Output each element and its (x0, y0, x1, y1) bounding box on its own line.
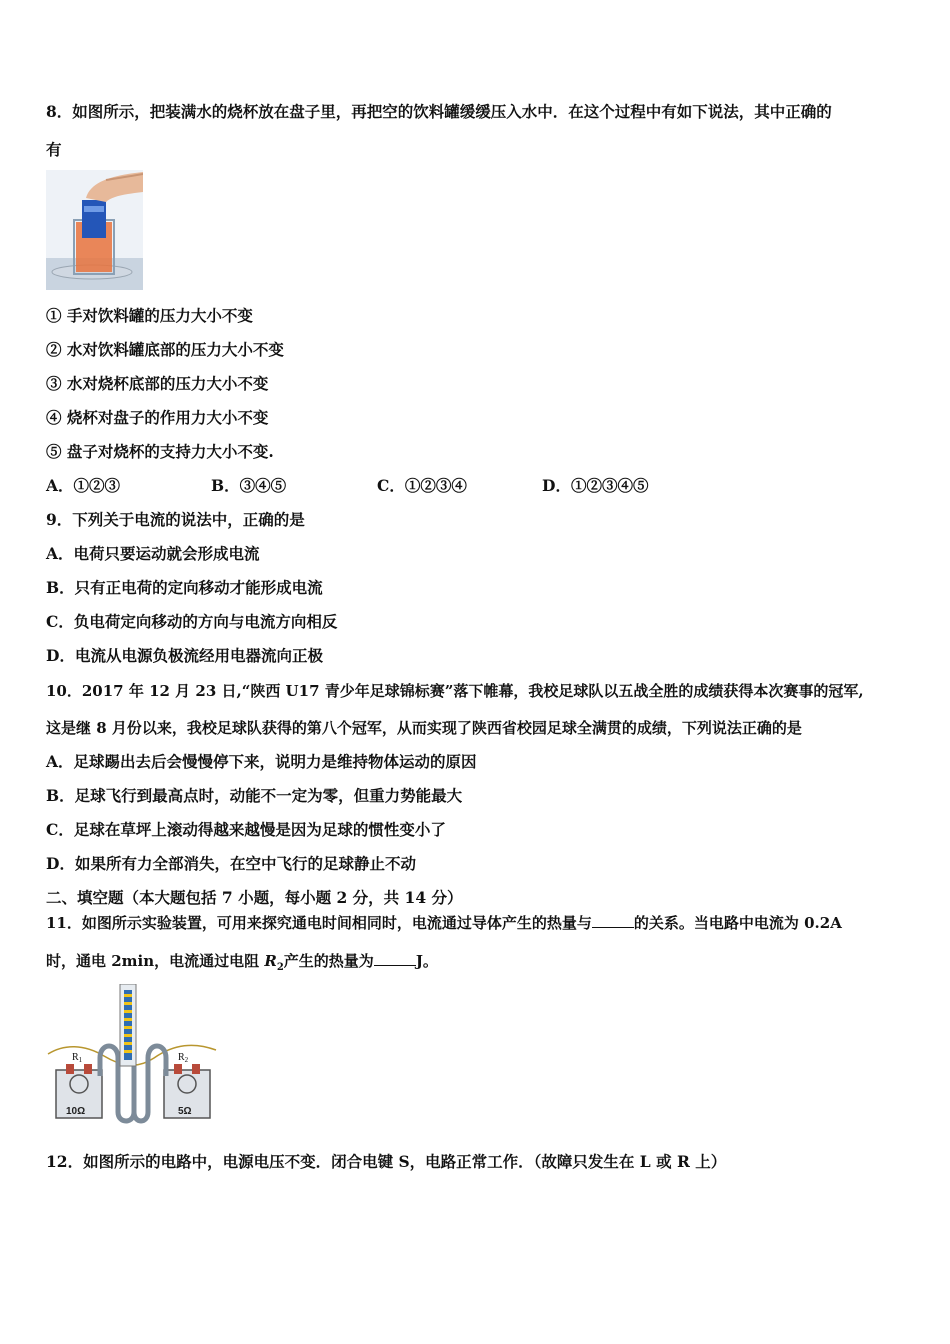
q11-blank-2[interactable] (374, 951, 416, 966)
q9-stem: 9．下列关于电流的说法中，正确的是 (46, 510, 305, 529)
q11-r-subscript: 2 (276, 962, 284, 973)
q9-option-b: B．只有正电荷的定向移动才能形成电流 (46, 578, 323, 597)
q8-statement-3: ③ 水对烧杯底部的压力大小不变 (46, 374, 269, 393)
q11-line2-text-b: 产生的热量为 (283, 952, 374, 970)
q10-option-a: A．足球踢出去后会慢慢停下来，说明力是维持物体运动的原因 (46, 752, 477, 771)
q11-line1 (46, 913, 842, 933)
section-2-heading: 二、填空题（本大题包括 7 小题，每小题 2 分，共 14 分） (46, 888, 463, 907)
q10-option-c: C．足球在草坪上滚动得越来越慢是因为足球的惯性变小了 (46, 820, 446, 839)
beaker-can-illustration (46, 170, 143, 290)
q11-line2 (46, 951, 438, 978)
q8-option-a: A．①②③ (46, 476, 121, 495)
q8-stem-line2: 有 (46, 140, 62, 159)
q10-option-b: B．足球飞行到最高点时，动能不一定为零，但重力势能最大 (46, 786, 463, 805)
q8-option-b: B．③④⑤ (211, 476, 287, 495)
q9-option-c: C．负电荷定向移动的方向与电流方向相反 (46, 612, 338, 631)
q9-option-a: A．电荷只要运动就会形成电流 (46, 544, 260, 563)
q8-option-d: D．①②③④⑤ (542, 476, 649, 495)
fig-label-r2: $R_2$ (178, 1052, 189, 1064)
q11-line1-text-b: 的关系。当电路中电流为 0.2A (633, 914, 842, 932)
q11-apparatus-figure (44, 984, 219, 1124)
q9-option-d: D．电流从电源负极流经用电器流向正极 (46, 646, 323, 665)
q10-option-d: D．如果所有力全部消失，在空中飞行的足球静止不动 (46, 854, 416, 873)
q11-blank-1[interactable] (592, 913, 634, 928)
q8-stem-line1: 8．如图所示，把装满水的烧杯放在盘子里，再把空的饮料罐缓缓压入水中．在这个过程中有如下说法，其中正确的 (46, 102, 832, 121)
q8-statement-5: ⑤ 盘子对烧杯的支持力大小不变. (46, 442, 274, 461)
q11-line1-text-a: 11．如图所示实验装置，可用来探究通电时间相同时，电流通过导体产生的热量与 (46, 914, 592, 932)
q8-statement-2: ② 水对饮料罐底部的压力大小不变 (46, 340, 284, 359)
q8-statement-1: ① 手对饮料罐的压力大小不变 (46, 306, 253, 325)
fig-label-5ohm: 5Ω (178, 1106, 192, 1117)
fig-label-r1: $R_1$ (72, 1052, 83, 1064)
u-tube-apparatus-illustration (44, 984, 219, 1124)
q10-stem-line1: 10．2017 年 12 月 23 日,“陕西 U17 青少年足球锦标赛”落下帷幕，我校足球队以五战全胜的成绩获得本次赛事的冠军, (46, 682, 864, 700)
q8-option-c: C．①②③④ (377, 476, 467, 495)
q10-stem-line2: 这是继 8 月份以来，我校足球队获得的第八个冠军，从而实现了陕西省校园足球全满贯的成绩，下列说法正确的是 (46, 719, 802, 737)
q11-line2-text-a: 时，通电 2min，电流通过电阻 (46, 952, 265, 970)
q11-line2-text-c: J。 (415, 952, 438, 970)
q8-statement-4: ④ 烧杯对盘子的作用力大小不变 (46, 408, 269, 427)
fig-label-10ohm: 10Ω (66, 1106, 86, 1117)
q11-r-symbol: R (264, 952, 277, 970)
q8-beaker-photo (46, 170, 143, 290)
q12-stem: 12．如图所示的电路中，电源电压不变．闭合电键 S，电路正常工作．（故障只发生在 L 或 R 上） (46, 1152, 727, 1171)
